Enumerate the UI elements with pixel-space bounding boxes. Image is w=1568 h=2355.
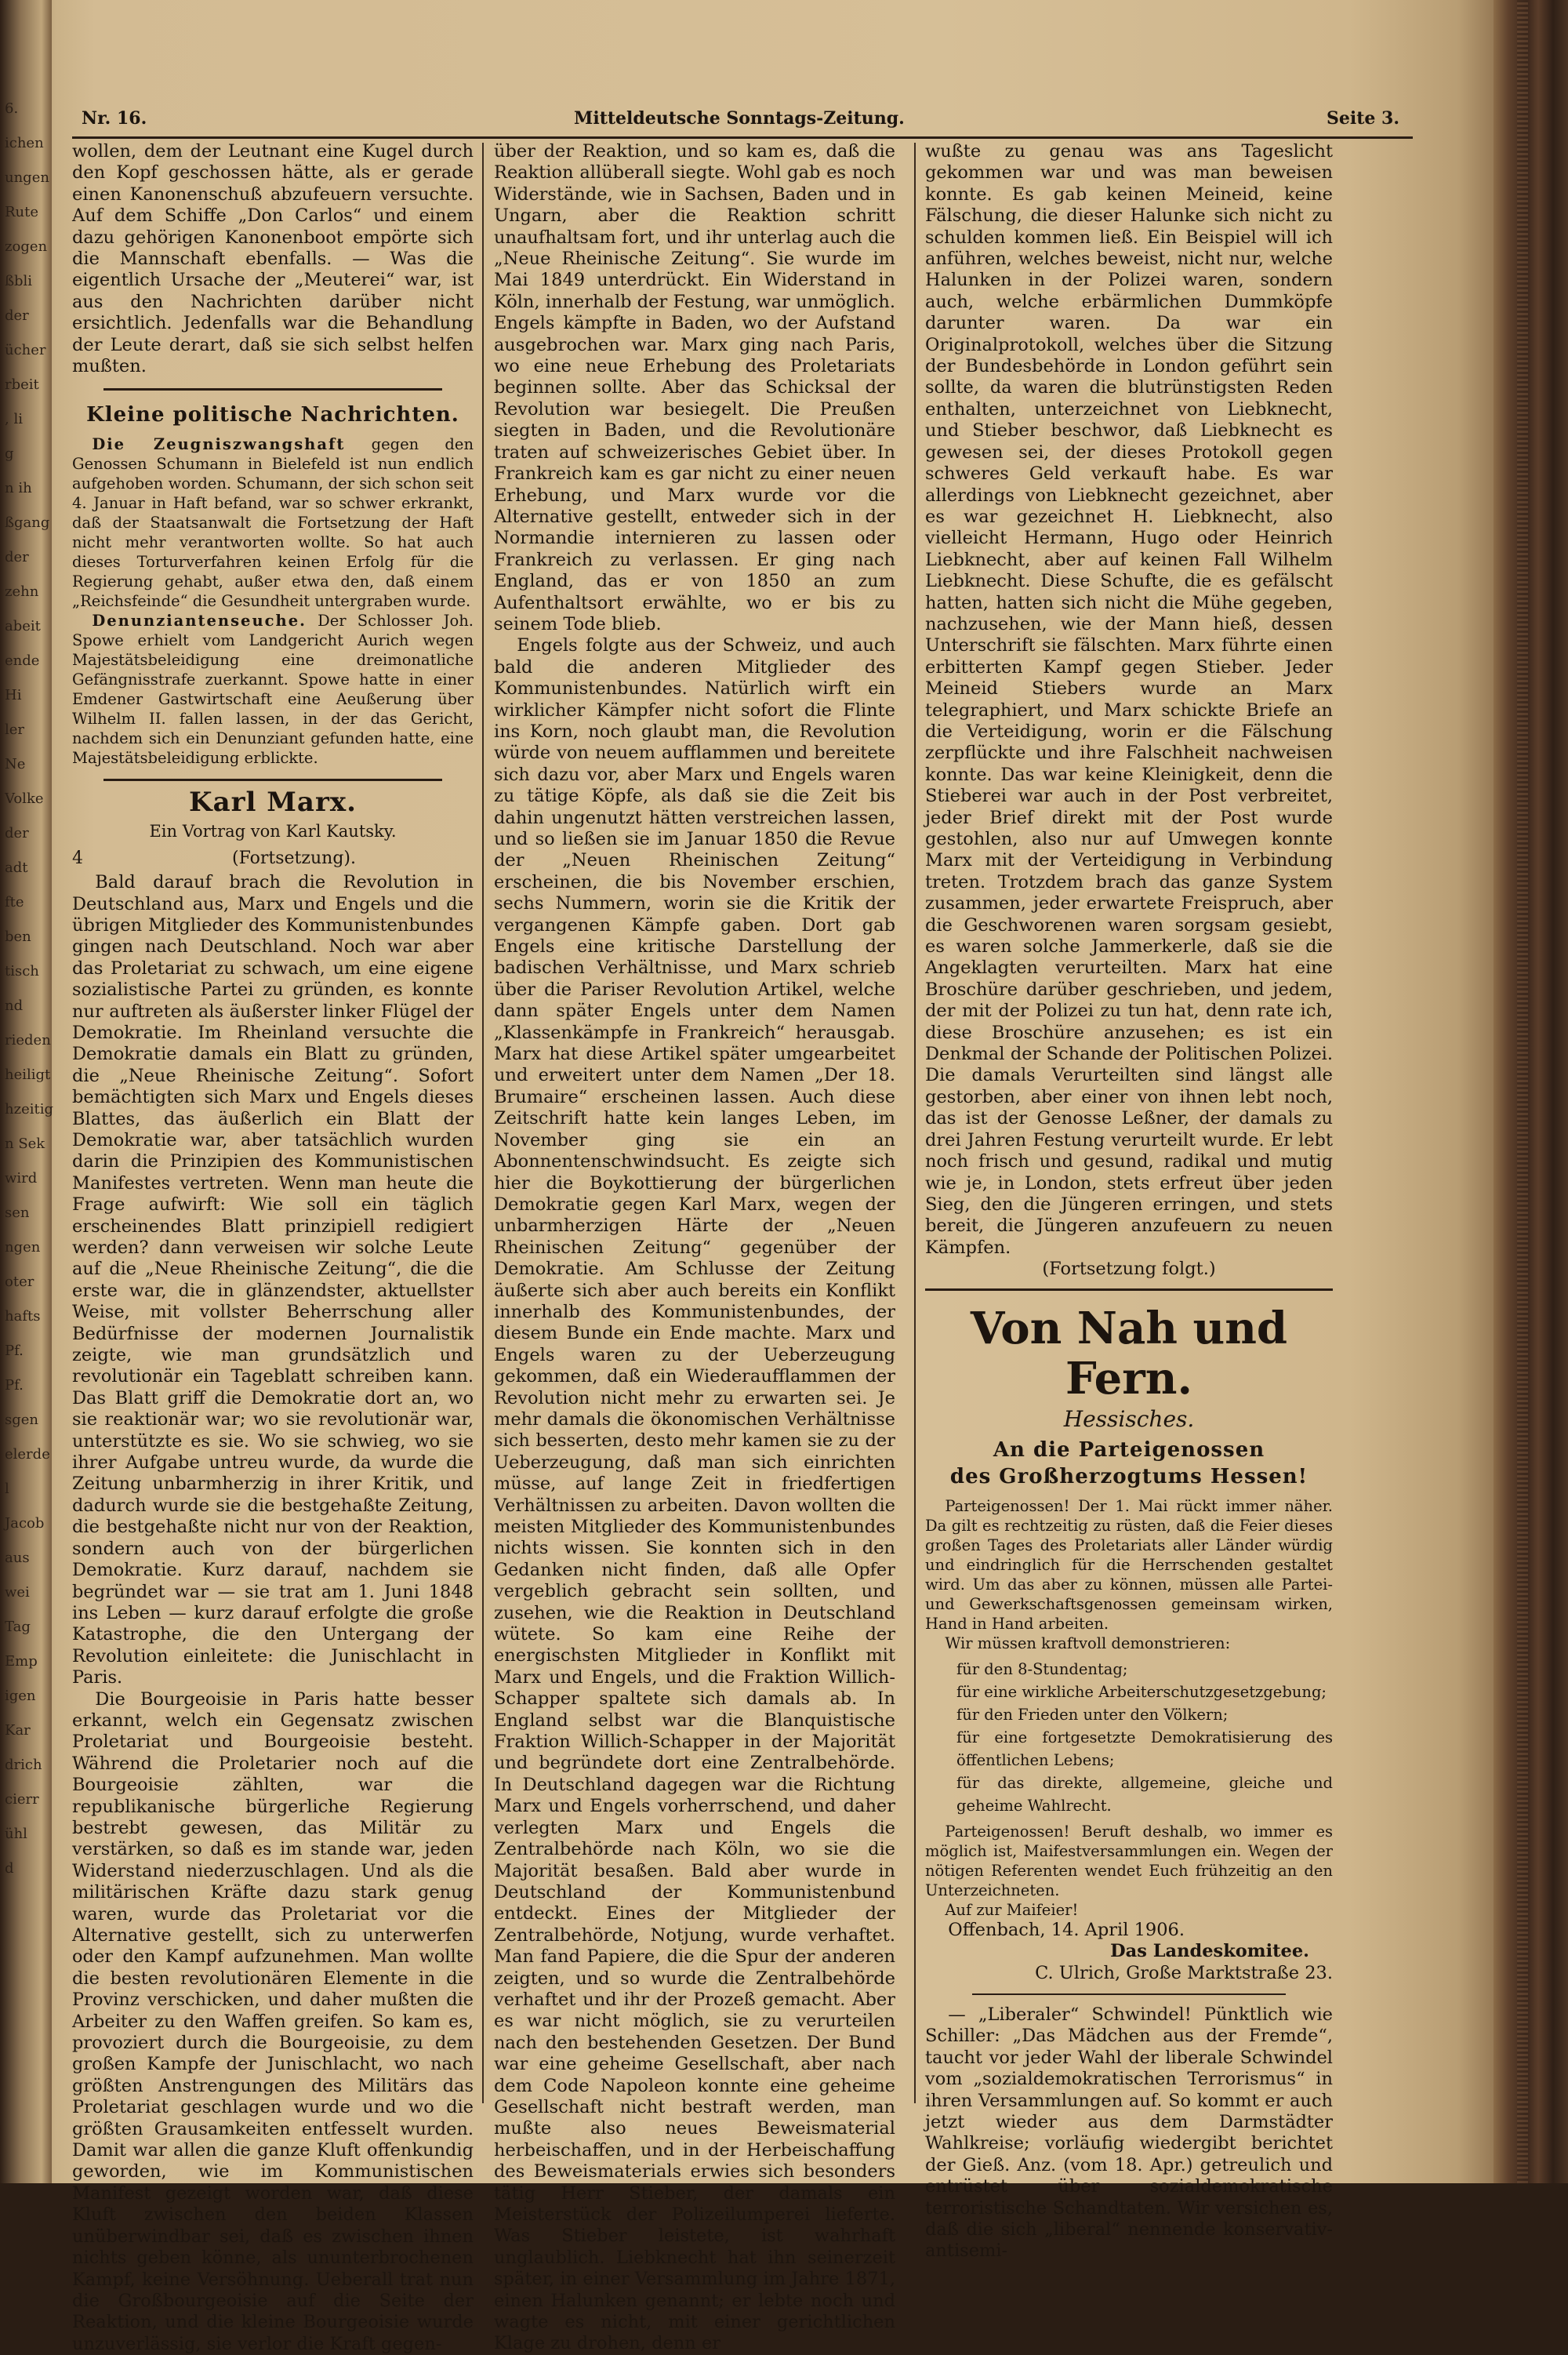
continuation-line xyxy=(72,848,474,869)
demand-item: für das direkte, allgemeine, gleiche und geheime Wahlrecht. xyxy=(956,1773,1333,1815)
address: C. Ulrich, Große Marktstraße 23. xyxy=(1035,1962,1333,1983)
to-be-continued: (Fortsetzung folgt.) xyxy=(1042,1259,1216,1280)
previous-page-text-fragment: ühl xyxy=(5,1826,27,1842)
article-text: Die Bourgeoisie in Paris hatte besser erkannt, welch ein Gegensatz zwischen Proletariat und Bourgeoisie besteht. Während die Proletarier noch auf die Bourgeoisie zählten, war die republikanische bürgerliche Regierung bestrebt gewesen, das Militär zu verstärken, so daß es im stande war, jeden Widerstand niederzuschlagen. Und als die militärischen Kräfte dazu stark genug waren, wurde das Proletariat vor die Alternative gestellt, sich zu unterwerfen oder den Kampf aufzunehmen. Man wollte die besten revolutionären Elemente in die Provinz verschicken, und daher mußten die Arbeiter zu den Waffen greifen. So kam es, provoziert durch die Bourgeoisie, zu dem großen Kampfe der Junischlacht, wo nach größten Anstrengungen des Militärs das Proletariat geschlagen wurde und wo die größten Grausamkeiten entfesselt wurden. Damit war allen die ganze Kluft offenkundig geworden, wie im Kommunistischen Manifest gezeigt worden war, daß diese Kluft zwischen den beiden Klassen unüberwindbar sei, daß es zwischen ihnen nichts geben könne, als ununterbrochenen Kampf, keine Versöhnung. Ueberall trat nun die Großbourgeoisie auf die Seite der Reaktion, und die kleine Bourgeoisie wurde unzuverlässig, sie verlor die Kraft gegen- xyxy=(72,1688,474,2354)
column-2 xyxy=(494,141,895,2355)
previous-page-text-fragment: ben xyxy=(5,929,31,945)
previous-page-text-fragment: rieden xyxy=(5,1032,51,1048)
demand-item: für eine fortgesetzte Demokratisierung des öffentlichen Lebens; xyxy=(956,1728,1333,1769)
header-rule xyxy=(72,136,1413,139)
previous-page-text-fragment: sen xyxy=(5,1205,30,1221)
previous-page-text-fragment: ler xyxy=(5,721,25,738)
previous-page-text-fragment: Rute xyxy=(5,204,39,220)
continuation-note: (Fortsetzung). xyxy=(232,848,356,868)
previous-page-text-fragment: , li xyxy=(5,411,23,427)
previous-page-text-fragment: heiligt xyxy=(5,1067,51,1083)
previous-page-text-fragment: rbeit xyxy=(5,376,39,393)
news-item-text: gegen den Genossen Schumann in Bielefeld ist nun endlich aufgehoben worden. Schumann, der sich schon seit 4. Januar in Haft befand, war so schwer erkrankt, daß der Staatsanwalt die Fortsetzung der Haft nicht mehr verantworten wollte. So hat auch dieses Torturverfahren keinen Erfolg für die Regierung gehabt, außer etwa den, daß einem „Reichsfeinde“ die Gesundheit untergraben wurde. xyxy=(72,434,474,610)
previous-page-text-fragment: Jacob xyxy=(5,1515,45,1532)
previous-page-text-fragment: 6. xyxy=(5,100,19,117)
previous-page-text-fragment: n Sek xyxy=(5,1136,45,1152)
news-item xyxy=(72,611,474,768)
previous-page-text-fragment: ßgang xyxy=(5,514,50,531)
article-text: über der Reaktion, und so kam es, daß die Reaktion allüberall siegte. Wohl gab es noch Widerstände, wie in Sachsen, Baden und in Ungarn, aber die Reaktion schritt unaufhaltsam fort, und ihr unterlag auch die „Neue Rheinische Zeitung“. Sie wurde im Mai 1849 unterdrückt. Ein Widerstand in Köln, innerhalb der Festung, war unmöglich. Engels kämpfte in Baden, wo der Aufstand ausgebrochen war. Marx ging nach Paris, wo eine neue Erhebung des Proletariats beginnen sollte. Aber das Schicksal der Revolution war besiegelt. Die Preußen siegten in Baden, und die Revolutionäre traten auf schweizerisches Gebiet über. In Frankreich kam es gar nicht zu einer neuen Erhebung, und Marx wurde vor die Alternative gestellt, entweder sich in der Normandie internieren zu lassen oder Frankreich zu verlassen. Er ging nach England, das er von 1850 an zum Aufenthaltsort erwählte, wo er bis zu seinem Tode blieb. xyxy=(494,141,895,634)
previous-page-text-fragment: ende xyxy=(5,652,40,669)
previous-page-text-fragment: Pf. xyxy=(5,1343,24,1359)
previous-page-text-fragment: Hi xyxy=(5,687,22,703)
demand-item: für eine wirkliche Arbeiterschutzgesetzgebung; xyxy=(956,1682,1327,1701)
previous-page-text-fragment: n ih xyxy=(5,480,32,496)
previous-page-text-fragment: Kar xyxy=(5,1722,31,1739)
dateline: Offenbach, 14. April 1906. xyxy=(948,1919,1185,1940)
demands-list xyxy=(956,1658,1333,1817)
section-subheading: Hessisches. xyxy=(1063,1406,1195,1433)
previous-page-text-fragment: Ne xyxy=(5,756,26,772)
article-text: Engels folgte aus der Schweiz, und auch bald die anderen Mitglieder des Kommunistenbundes. Natürlich wirft ein wirklicher Kämpfer nicht sofort die Flinte ins Korn, noch glaubt man, die Revolution würde von neuem aufflammen und bereitete sich dazu vor, aber Marx und Engels waren zu tätige Köpfe, als daß sie die Zeit bis dahin ungenutzt hätten verstreichen lassen, und so ließen sie im Januar 1850 die Revue der „Neuen Rheinischen Zeitung“ erscheinen, die bis November erschien, sechs Nummern, worin sie die Kritik der vergangenen Kämpfe gaben. Dort gab Engels eine kritische Darstellung der badischen Verhältnisse, und Marx schrieb über die Pariser Revolution Artikel, welche dann später Engels unter dem Namen „Klassenkämpfe in Frankreich“ herausgab. Marx hat diese Artikel später umgearbeitet und erweitert unter dem Namen „Der 18. Brumaire“ erscheinen lassen. Auch diese Zeitschrift hatte kein langes Leben, im November ging sie ein an Abonnentenschwindsucht. Es zeigte sich hier die Boykottierung der bürgerlichen Demokratie gegen Karl Marx, wegen der unbarmherzigen Härte der „Neuen Rheinischen Zeitung“ gegenüber der Demokratie. Am Schlusse der Zeitung äußerte sich aber auch bereits ein Konflikt innerhalb des Kommunistenbundes, der diesem Bunde ein Ende machte. Marx und Engels waren zu der Ueberzeugung gekommen, daß ein Wiederaufflammen der Revolution nicht mehr zu erwarten sei. Je mehr damals die ökonomischen Verhältnisse sich besserten, desto mehr kamen sie zu der Ueberzeugung, daß man sich einrichten müsse, auf lange Zeit in friedfertigen Verhältnissen zu arbeiten. Davon wollten die meisten Mitglieder des Kommunistenbundes nichts wissen. Sie konnten sich in den Gedanken nicht finden, daß alle Opfer vergeblich gebracht sein sollten, und zusehen, wie die Reaktion in Deutschland wütete. So kam eine Reihe der energischsten Mitglieder in Konflikt mit Marx und Engels, und die Fraktion Willich-Schapper spaltete sich damals ab. In England selbst war die Blanquistische Fraktion Willich-Schapper in der Majorität und begründete dort eine Zentralbehörde. In Deutschland dagegen war die Richtung Marx und Engels vorherrschend, und daher verlegten Marx und Engels die Zentralbehörde nach Köln, wo sie die Majorität besaßen. Bald aber wurde in Deutschland der Kommunistenbund entdeckt. Eines der Mitglieder der Zentralbehörde, Notjung, wurde verhaftet. Man fand Papiere, die die Spur der anderen zeigten, und so wurde die Zentralbehörde verhaftet und ihr der Prozeß gemacht. Aber es war nicht möglich, sie zu verurteilen nach den bestehenden Gesetzen. Der Bund war eine geheime Gesellschaft, aber nach dem Code Napoleon konnte eine geheime Gesellschaft nicht bestraft werden, man mußte also neues Beweismaterial herbeischaffen, und in der Herbeischaffung des Beweismaterials erwies sich besonders tätig Herr Stieber, der damals ein Meisterstück der Polizeilumperei lieferte. Was Stieber leistete, ist wahrhaft unglaublich. Liebknecht hat ihn seinerzeit später, in einer Versammlung im Jahre 1871, einen Halunken genannt; er lebte noch und wagte es nicht, mit einer gerichtlichen Klage zu drohen, denn er xyxy=(494,635,895,2354)
page-number: Seite 3. xyxy=(1327,108,1400,129)
article-text: wollen, dem der Leutnant eine Kugel durch den Kopf geschossen hätte, als er gerade einen Kanonenschuß abzufeuern versuchte. Auf dem Schiffe „Don Carlos“ und einem dazu gehörigen Kanonenboot empörte sich die Mannschaft ebenfalls. — Was die eigentlich Ursache der „Meuterei“ war, ist aus den Nachrichten darüber nicht ersichtlich. Jedenfalls war die Behandlung der Leute derart, daß sie sich selbst helfen mußten. xyxy=(72,141,474,377)
previous-page-text-fragment: tisch xyxy=(5,963,39,979)
previous-page-text-fragment: l xyxy=(5,1481,9,1497)
previous-page-text-fragment: der xyxy=(5,825,29,841)
article-text: — „Liberaler“ Schwindel! Pünktlich wie Schiller: „Das Mädchen aus der Fremde“, taucht vor jeder Wahl der liberale Schwindel vom „sozialdemokratischen Terrorismus“ in ihren Versammlungen auf. So kommt er auch jetzt wieder aus dem Darmstädter Wahlkreise; vorläufig wiedergibt berichtet der Gieß. Anz. (vom 18. Apr.) getreulich und entrüstet über sozialdemokratische terroristische Schandtaten. Wir versichen es, daß die sich „liberal“ nennende konservativ-antisemi- xyxy=(925,2004,1333,2262)
previous-page-text-fragment: hzeitig xyxy=(5,1101,53,1118)
previous-page-text-fragment: hafts xyxy=(5,1308,41,1325)
appeal-text: Auf zur Maifeier! xyxy=(945,1900,1079,1919)
divider xyxy=(103,779,442,781)
previous-page-text-fragment: ngen xyxy=(5,1239,41,1256)
previous-page-text-fragment: ungen xyxy=(5,169,49,186)
section-heading: Von Nah und Fern. xyxy=(970,1302,1288,1405)
previous-page-text-fragment: drich xyxy=(5,1757,42,1773)
book-binding xyxy=(1494,0,1568,2183)
previous-page-text-fragment: ßbli xyxy=(5,273,33,289)
previous-page-text-fragment: ichen xyxy=(5,135,44,151)
previous-page-text-fragment: g xyxy=(5,445,14,462)
previous-page-text-fragment: sgen xyxy=(5,1412,39,1428)
previous-page-text-fragment: wei xyxy=(5,1584,30,1601)
previous-page-text-fragment: der xyxy=(5,549,29,565)
divider xyxy=(972,1993,1286,1995)
previous-page-text-fragment: abeit xyxy=(5,618,41,634)
appeal-text: Wir müssen kraftvoll demonstrieren: xyxy=(945,1634,1231,1652)
newspaper-page xyxy=(72,108,1491,2354)
previous-page-text-fragment: cierr xyxy=(5,1791,39,1808)
newspaper-title: Mitteldeutsche Sonntags-Zeitung. xyxy=(574,108,905,129)
issue-number: Nr. 16. xyxy=(82,108,147,129)
previous-page-text-fragment: aus xyxy=(5,1550,30,1566)
appeal-heading-line: An die Parteigenossen xyxy=(993,1437,1265,1462)
previous-page-text-fragment: ücher xyxy=(5,342,46,358)
previous-page-text-fragment: d xyxy=(5,1860,14,1877)
previous-page-text-fragment: Volke xyxy=(5,790,44,807)
previous-page-text-fragment: Emp xyxy=(5,1653,38,1670)
news-item xyxy=(72,434,474,611)
previous-page-text-fragment: adt xyxy=(5,860,28,876)
appeal-text: Parteigenossen! Beruft deshalb, wo immer es möglich ist, Maifestversammlungen ein. Wegen der nötigen Referenten wendet Euch frühzeitig an den Unterzeichneten. xyxy=(925,1822,1333,1899)
previous-page-text-fragment: zehn xyxy=(5,583,39,600)
previous-page-text-fragment: wird xyxy=(5,1170,38,1187)
column-divider xyxy=(914,143,916,2103)
article-subtitle: Ein Vortrag von Karl Kautsky. xyxy=(149,822,397,841)
previous-page-text-fragment: elerde xyxy=(5,1446,50,1463)
previous-page-text-fragment: zogen xyxy=(5,238,48,255)
section-heading: Kleine politische Nachrichten. xyxy=(86,403,459,427)
previous-page-text-fragment: igen xyxy=(5,1688,36,1704)
news-item-text: Der Schlosser Joh. Spowe erhielt vom Landgericht Aurich wegen Majestätsbeleidigung eine dreimonatliche Gefängnisstrafe zuerkannt. Spowe hatte in einer Emdener Gastwirtschaft eine Aeußerung über Wilhelm II. fallen lassen, in der das Gericht, nachdem sich ein Denunziant gefunden hatte, eine Majestätsbeleidigung erblickte. xyxy=(72,611,474,767)
part-number: 4 xyxy=(72,848,83,868)
demand-item: für den 8-Stundentag; xyxy=(956,1659,1128,1678)
news-item-label: Die Zeugniszwangshaft xyxy=(92,434,346,453)
previous-page-text-fragment: oter xyxy=(5,1274,34,1290)
article-title: Karl Marx. xyxy=(189,786,357,818)
signature: Das Landeskomitee. xyxy=(1110,1941,1309,1962)
appeal-heading-line: des Großherzogtums Hessen! xyxy=(949,1464,1308,1488)
appeal-text: Parteigenossen! Der 1. Mai rückt immer näher. Da gilt es rechtzeitig zu rüsten, daß die Feier dieses großen Tages des Proletariats aller Länder würdig und eindringlich für die Herrschenden gestaltet wird. Um das aber zu können, müssen alle Partei- und Gewerkschaftsgenossen gemeinsam wirken, Hand in Hand arbeiten. xyxy=(925,1496,1333,1633)
article-text: wußte zu genau was ans Tageslicht gekommen war und was man beweisen konnte. Es gab keinen Meineid, keine Fälschung, die dieser Halunke sich nicht zu schulden kommen ließ. Ein Beispiel will ich anführen, welches beweist, nicht nur, welche Halunken in der Polizei waren, sondern auch, welche erbärmlichen Dummköpfe darunter waren. Da war ein Originalprotokoll, welches über die Sitzung der Bundesbehörde in London geführt sein sollte, da waren die blutrünstigsten Reden enthalten, unterzeichnet von Liebknecht, und Stieber beschwor, daß Liebknecht es gewesen sei, der dieses Protokoll gegen schweres Geld verkauft habe. Es war allerdings von Liebknecht gezeichnet, aber es war gezeichnet H. Liebknecht, also vielleicht Hermann, Hugo oder Heinrich Liebknecht, aber auf keinen Fall Wilhelm Liebknecht. Diese Schufte, die es gefälscht hatten, hatten sich nicht die Mühe gegeben, nachzusehen, wie der Mann hieß, dessen Unterschrift sie fälschten. Marx führte einen erbitterten Kampf gegen Stieber. Jeder Meineid Stiebers wurde an Marx telegraphiert, und Marx schickte Briefe an die Verteidigung, worin er die Fälschung zerpflückte und ihre Falschheit nachweisen konnte. Das war keine Kleinigkeit, denn die Stieberei war auch in der Post verbreitet, jeder Brief direkt mit der Post wurde gestohlen, also nur auf Umwegen konnte Marx mit der Verteidigung in Verbindung treten. Trotzdem brach das ganze System zusammen, jeder erwartete Freispruch, aber die Geschworenen waren sorgsam gesiebt, es waren solche Jammerkerle, daß sie die Angeklagten verurteilten. Marx hat eine Broschüre darüber geschrieben, und jedem, der mit der Polizei zu tun hat, denn rate ich, diese Broschüre anzusehen; es ist ein Denkmal der Schande der Politischen Polizei. Die damals Verurteilten sind längst alle gestorben, aber einer von ihnen lebt noch, das ist der Genosse Leßner, der damals zu drei Jahren Festung verurteilt wurde. Er lebt noch frisch und gesund, radikal und mutig wie je, in London, stets erfreut über jeden Sieg, den die Jüngeren erringen, und stets bereit, die Jüngeren anzufeuern zu neuen Kämpfen. xyxy=(925,141,1333,1258)
previous-page-text-fragment: fte xyxy=(5,894,24,910)
divider xyxy=(103,388,442,391)
column-1 xyxy=(72,141,474,2355)
article-text: Bald darauf brach die Revolution in Deutschland aus, Marx und Engels und die übrigen Mitglieder des Kommunistenbundes gingen nach Deutschland. Noch war aber das Proletariat zu schwach, um eine eigene sozialistische Partei zu gründen, es konnte nur auftreten als äußerster linker Flügel der Demokratie. Im Rheinland versuchte die Demokratie damals ein Blatt zu gründen, die „Neue Rheinische Zeitung“. Sofort bemächtigten sich Marx und Engels dieses Blattes, das äußerlich ein Blatt der Demokratie war, aber tatsächlich wurden darin die Prinzipien des Kommunistischen Manifestes vertreten. Wenn man heute die Frage aufwirft: Wie soll ein täglich erscheinendes Blatt prinzipiell redigiert werden? dann verweisen wir solche Leute auf die „Neue Rheinische Zeitung“, die die erste war, die in glänzendster, aktuellster Weise, mit vollster Beherrschung aller Bedürfnisse der modernen Journalistik zeigte, wie man grundsätzlich und revolutionär ein Tageblatt schreiben kann. Das Blatt griff die Demokratie dort an, wo sie reaktionär war; wo sie revolutionär war, unterstützte es sie. Wo sie schwieg, wo sie ihrer Aufgabe untreu wurde, da wurde die Zeitung unbarmherzig in ihrer Kritik, und dadurch wurde sie die bestgehaßte Zeitung, die bestgehaßte nicht nur von der Reaktion, sondern auch von der bürgerlichen Demokratie. Kurz darauf, nachdem sie begründet war — sie trat am 1. Juni 1848 ins Leben — kurz darauf erfolgte die große Katastrophe, die den Untergang der Revolution einleitete: die Junischlacht in Paris. xyxy=(72,872,474,1688)
demand-item: für den Frieden unter den Völkern; xyxy=(956,1705,1229,1724)
divider xyxy=(925,1288,1333,1291)
previous-page-text-fragment: Pf. xyxy=(5,1377,24,1394)
previous-page-text-fragment: Tag xyxy=(5,1619,31,1635)
column-3 xyxy=(925,141,1333,2262)
appeal-heading xyxy=(925,1437,1333,1490)
column-divider xyxy=(482,143,484,2103)
previous-page-text-fragment: nd xyxy=(5,998,24,1014)
previous-page-text-fragment: der xyxy=(5,307,29,324)
news-item-label: Denunziantenseuche. xyxy=(92,611,307,630)
previous-page-edge xyxy=(0,0,52,2183)
